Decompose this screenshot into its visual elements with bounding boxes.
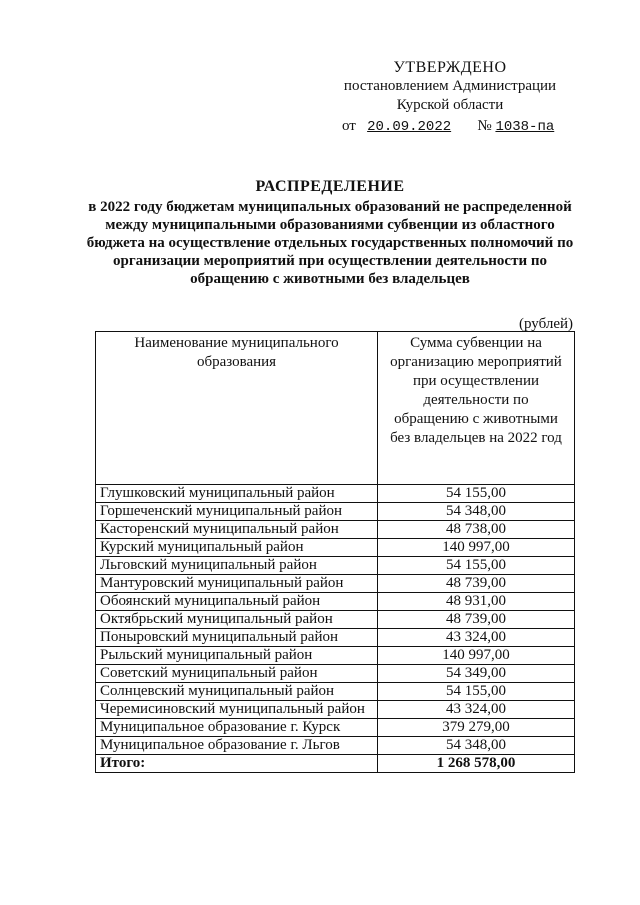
row-sum: 43 324,00 — [378, 629, 575, 647]
row-name: Октябрьский муниципальный район — [96, 611, 378, 629]
row-name: Льговский муниципальный район — [96, 557, 378, 575]
row-sum: 140 997,00 — [378, 539, 575, 557]
header-sum: Сумма субвенции на организацию мероприятий при осуществлении деятельности по обращению с животными без владельцев на 2022 год — [378, 332, 575, 485]
row-name: Касторенский муниципальный район — [96, 521, 378, 539]
total-label: Итого: — [96, 755, 378, 773]
total-row — [96, 755, 575, 773]
table-row — [96, 647, 575, 665]
approval-heading: УТВЕРЖДЕНО — [393, 59, 507, 76]
distribution-table — [95, 331, 575, 773]
table-row — [96, 719, 575, 737]
row-sum: 54 155,00 — [378, 683, 575, 701]
row-sum: 48 739,00 — [378, 575, 575, 593]
row-sum: 54 348,00 — [378, 503, 575, 521]
total-sum: 1 268 578,00 — [378, 755, 575, 773]
table-row — [96, 575, 575, 593]
row-name: Мантуровский муниципальный район — [96, 575, 378, 593]
row-sum: 54 155,00 — [378, 485, 575, 503]
table-row — [96, 557, 575, 575]
table-row — [96, 521, 575, 539]
number-prefix: № — [477, 118, 492, 134]
table-row — [96, 611, 575, 629]
units-label: (рублей) — [519, 316, 574, 332]
table-row — [96, 485, 575, 503]
approval-number: 1038-па — [495, 119, 555, 135]
row-sum: 54 348,00 — [378, 737, 575, 755]
table-row — [96, 665, 575, 683]
title-heading: РАСПРЕДЕЛЕНИЕ — [255, 178, 405, 195]
table-row — [96, 701, 575, 719]
table-row — [96, 593, 575, 611]
approval-date: 20.09.2022 — [367, 119, 452, 135]
table-header-row — [96, 332, 575, 485]
row-sum: 48 739,00 — [378, 611, 575, 629]
row-name: Курский муниципальный район — [96, 539, 378, 557]
row-name: Солнцевский муниципальный район — [96, 683, 378, 701]
row-sum: 140 997,00 — [378, 647, 575, 665]
approval-stamp — [330, 58, 570, 137]
table-row — [96, 683, 575, 701]
table-body — [96, 332, 575, 773]
row-name: Горшеченский муниципальный район — [96, 503, 378, 521]
row-sum: 43 324,00 — [378, 701, 575, 719]
table-row — [96, 737, 575, 755]
approval-date-line — [330, 117, 570, 137]
table-row — [96, 539, 575, 557]
row-sum: 54 155,00 — [378, 557, 575, 575]
row-name: Советский муниципальный район — [96, 665, 378, 683]
approval-line-2: Курской области — [396, 97, 504, 113]
row-name: Черемисиновский муниципальный район — [96, 701, 378, 719]
title-text: в 2022 году бюджетам муниципальных образований не распределенной между муниципальными образованиями субвенции из областного бюджета на осуществление отдельных государственных полномочий по организации мероприятий при осуществлении деятельности по обращению с животными без владельцев — [86, 199, 574, 287]
approval-line-1: постановлением Администрации — [343, 78, 557, 94]
row-name: Рыльский муниципальный район — [96, 647, 378, 665]
row-name: Поныровский муниципальный район — [96, 629, 378, 647]
row-name: Муниципальное образование г. Льгов — [96, 737, 378, 755]
row-sum: 54 349,00 — [378, 665, 575, 683]
row-name: Обоянский муниципальный район — [96, 593, 378, 611]
document-title — [80, 178, 580, 288]
row-sum: 379 279,00 — [378, 719, 575, 737]
row-name: Муниципальное образование г. Курск — [96, 719, 378, 737]
table-row — [96, 503, 575, 521]
row-sum: 48 738,00 — [378, 521, 575, 539]
header-name: Наименование муниципального образования — [96, 332, 378, 485]
row-sum: 48 931,00 — [378, 593, 575, 611]
table-row — [96, 629, 575, 647]
row-name: Глушковский муниципальный район — [96, 485, 378, 503]
date-prefix: от — [342, 118, 356, 134]
